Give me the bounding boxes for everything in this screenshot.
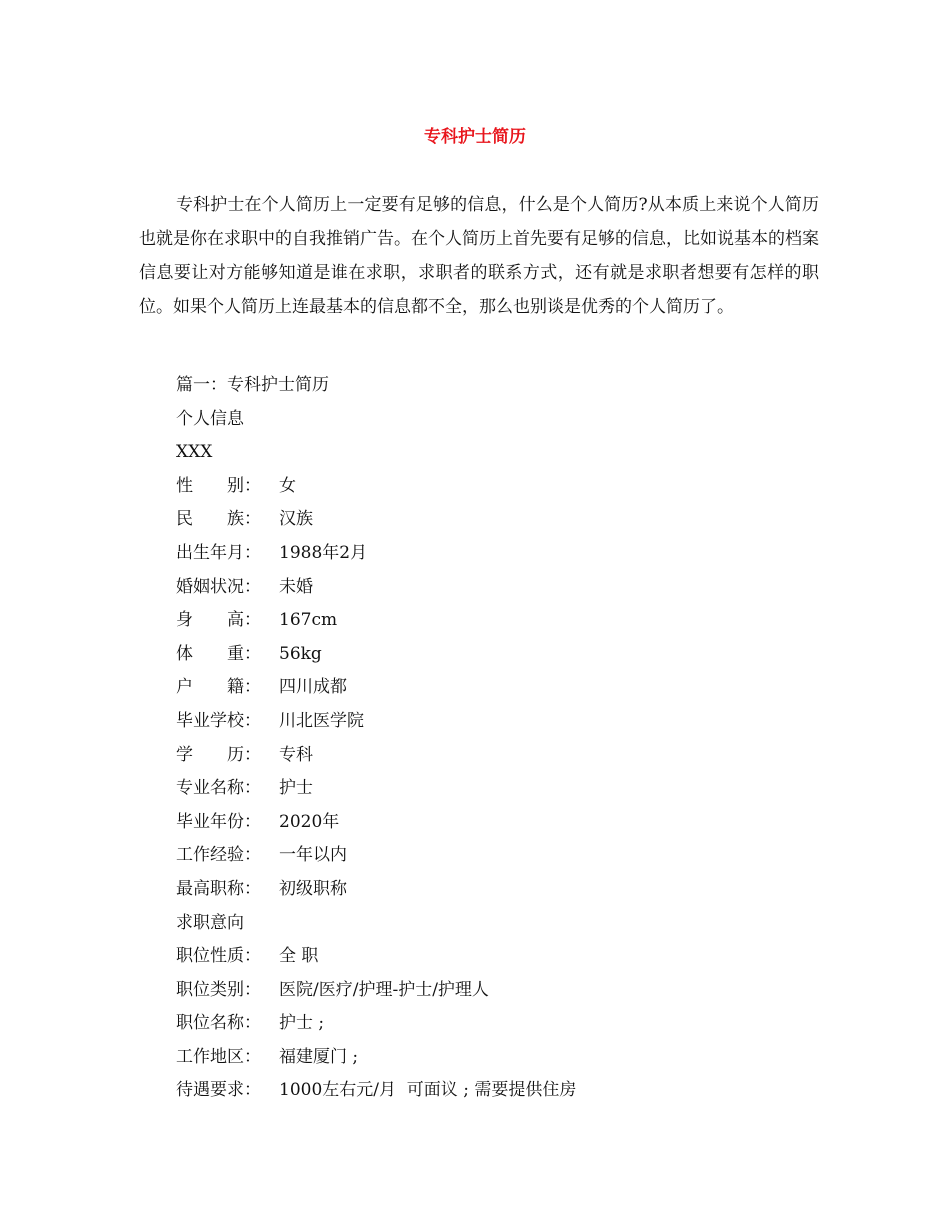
field-title-level	[176, 873, 816, 907]
resume-body	[176, 369, 816, 1108]
field-value: 医院/医疗/护理-护士/护理人	[279, 979, 489, 1000]
field-value: 四川成都	[279, 677, 347, 698]
field-label: 出生年月：	[176, 542, 261, 563]
field-value: 川北医学院	[279, 710, 364, 731]
field-label: 职位性质：	[176, 946, 261, 967]
field-label: 民 族：	[176, 509, 261, 530]
field-value: 167cm	[279, 610, 338, 631]
field-label: 工作经验：	[176, 845, 261, 866]
field-birth-date	[176, 537, 816, 571]
field-job-nature	[176, 940, 816, 974]
field-label: 户 籍：	[176, 677, 261, 698]
field-school	[176, 705, 816, 739]
field-ethnicity	[176, 503, 816, 537]
field-value: 1988年2月	[279, 542, 368, 563]
field-weight	[176, 638, 816, 672]
candidate-name: XXX	[176, 442, 213, 463]
field-work-region	[176, 1041, 816, 1075]
field-label: 专业名称：	[176, 778, 261, 799]
field-value: 专科	[279, 744, 313, 765]
field-job-category	[176, 974, 816, 1008]
field-value: 全 职	[279, 946, 319, 967]
field-label: 待遇要求：	[176, 1080, 261, 1101]
field-label: 毕业年份：	[176, 811, 261, 832]
field-value: 护士 ;	[279, 1013, 325, 1034]
field-gender	[176, 470, 816, 504]
field-education	[176, 739, 816, 773]
field-value: 一年以内	[279, 845, 347, 866]
field-label: 婚姻状况：	[176, 576, 261, 597]
field-salary	[176, 1074, 816, 1108]
field-value: 女	[279, 475, 296, 496]
field-label: 工作地区：	[176, 1046, 261, 1067]
field-household	[176, 671, 816, 705]
field-value: 56kg	[279, 643, 322, 664]
field-label: 职位名称：	[176, 1013, 261, 1034]
section-heading: 篇一：专科护士简历	[176, 375, 329, 395]
field-value: 2020年	[279, 811, 340, 832]
job-intent-heading: 求职意向	[176, 912, 244, 933]
field-value: 福建厦门 ;	[279, 1046, 359, 1067]
field-value: 初级职称	[279, 878, 347, 899]
field-job-title	[176, 1007, 816, 1041]
field-value: 护士	[279, 778, 313, 799]
field-label: 毕业学校：	[176, 710, 261, 731]
field-experience	[176, 839, 816, 873]
field-label: 身 高：	[176, 610, 261, 631]
field-height	[176, 604, 816, 638]
field-label: 职位类别：	[176, 979, 261, 1000]
field-graduation-year	[176, 806, 816, 840]
field-value: 汉族	[279, 509, 313, 530]
field-major	[176, 772, 816, 806]
document-title: 专科护士简历	[424, 127, 526, 147]
field-label: 最高职称：	[176, 878, 261, 899]
field-value: 1000左右元/月 可面议 ; 需要提供住房	[279, 1080, 577, 1101]
personal-info-heading: 个人信息	[176, 408, 244, 429]
field-label: 学 历：	[176, 744, 261, 765]
field-value: 未婚	[279, 576, 313, 597]
field-marital-status	[176, 571, 816, 605]
intro-paragraph: 专科护士在个人简历上一定要有足够的信息，什么是个人简历?从本质上来说个人简历也就是你在求职中的自我推销广告。在个人简历上首先要有足够的信息，比如说基本的档案信息要让对方能够知道是谁在求职，求职者的联系方式，还有就是求职者想要有怎样的职位。如果个人简历上连最基本的信息都不全，那么也别谈是优秀的个人简历了。	[139, 195, 819, 317]
field-label: 体 重：	[176, 643, 261, 664]
field-label: 性 别：	[176, 475, 261, 496]
